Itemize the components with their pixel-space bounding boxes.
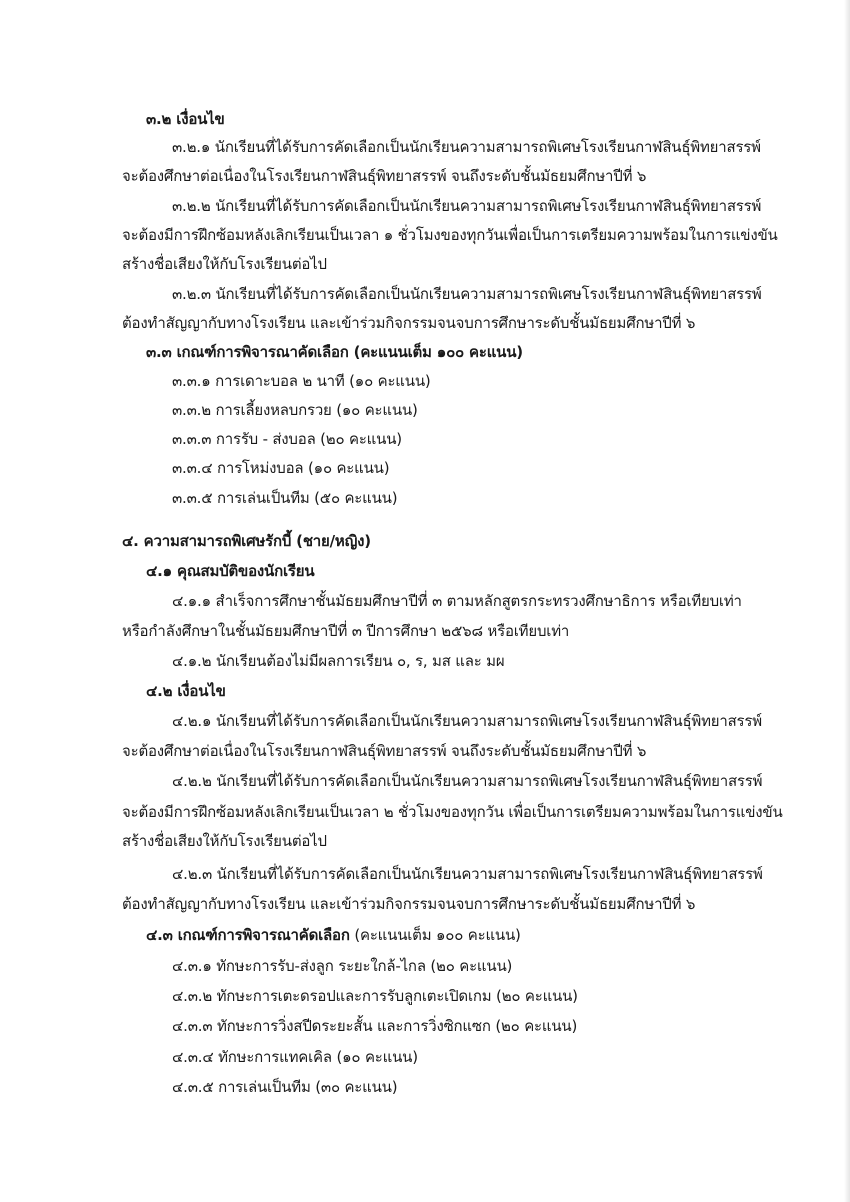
paragraph-line: จะต้องศึกษาต่อเนื่องในโรงเรียนกาฬสินธุ์พิทยาสรรพ์ จนถึงระดับชั้นมัธยมศึกษาปีที่ ๖ — [122, 167, 647, 185]
criteria-item: ๓.๓.๒ การเลี้ยงหลบกรวย (๑๐ คะแนน) — [172, 401, 418, 419]
paragraph-line: ๔.๒.๒ นักเรียนที่ได้รับการคัดเลือกเป็นนักเรียนความสามารถพิเศษโรงเรียนกาฬสินธุ์พิทยาสรรพ์ — [172, 772, 763, 790]
section-heading-4-3-rest: (คะแนนเต็ม ๑๐๐ คะแนน) — [354, 926, 521, 944]
section-heading-4-3 — [146, 925, 521, 945]
paragraph-line: ๔.๑.๑ สำเร็จการศึกษาชั้นมัธยมศึกษาปีที่ ๓ ตามหลักสูตรกระทรวงศึกษาธิการ หรือเทียบเท่า — [172, 592, 742, 610]
criteria-item: ๔.๓.๔ ทักษะการแทคเคิล (๑๐ คะแนน) — [172, 1048, 418, 1066]
paragraph-line: สร้างชื่อเสียงให้กับโรงเรียนต่อไป — [122, 255, 327, 273]
section-heading-3-3: ๓.๓ เกณฑ์การพิจารณาคัดเลือก (คะแนนเต็ม ๑๐๐ คะแนน) — [146, 343, 523, 361]
scan-edge-shadow — [844, 0, 850, 1202]
section-heading-4-1: ๔.๑ คุณสมบัติของนักเรียน — [146, 562, 315, 580]
paragraph-line: ๓.๒.๓ นักเรียนที่ได้รับการคัดเลือกเป็นนักเรียนความสามารถพิเศษโรงเรียนกาฬสินธุ์พิทยาสรรพ์ — [172, 285, 762, 303]
paragraph-line: ต้องทำสัญญากับทางโรงเรียน และเข้าร่วมกิจกรรมจนจบการศึกษาระดับชั้นมัธยมศึกษาปีที่ ๖ — [122, 895, 696, 913]
criteria-item: ๓.๓.๔ การโหม่งบอล (๑๐ คะแนน) — [172, 459, 390, 477]
section-heading-4-3-bold: ๔.๓ เกณฑ์การพิจารณาคัดเลือก — [146, 926, 350, 944]
paragraph-line: ๔.๒.๓ นักเรียนที่ได้รับการคัดเลือกเป็นนักเรียนความสามารถพิเศษโรงเรียนกาฬสินธุ์พิทยาสรรพ์ — [172, 865, 763, 883]
paragraph-line: จะต้องมีการฝึกซ้อมหลังเลิกเรียนเป็นเวลา ๑ ชั่วโมงของทุกวันเพื่อเป็นการเตรียมความพร้อมในการแข่งขัน — [122, 226, 778, 244]
criteria-item: ๔.๓.๑ ทักษะการรับ-ส่งลูก ระยะใกล้-ไกล (๒๐ คะแนน) — [172, 957, 513, 975]
criteria-item: ๔.๓.๒ ทักษะการเตะดรอปและการรับลูกเตะเปิดเกม (๒๐ คะแนน) — [172, 987, 578, 1005]
paragraph-line: ต้องทำสัญญากับทางโรงเรียน และเข้าร่วมกิจกรรมจนจบการศึกษาระดับชั้นมัธยมศึกษาปีที่ ๖ — [122, 314, 696, 332]
paragraph-line: สร้างชื่อเสียงให้กับโรงเรียนต่อไป — [122, 832, 327, 850]
paragraph-line: จะต้องศึกษาต่อเนื่องในโรงเรียนกาฬสินธุ์พิทยาสรรพ์ จนถึงระดับชั้นมัธยมศึกษาปีที่ ๖ — [122, 742, 647, 760]
paragraph-line: ๓.๒.๒ นักเรียนที่ได้รับการคัดเลือกเป็นนักเรียนความสามารถพิเศษโรงเรียนกาฬสินธุ์พิทยาสรรพ์ — [172, 197, 762, 215]
paragraph-line: หรือกำลังศึกษาในชั้นมัธยมศึกษาปีที่ ๓ ปีการศึกษา ๒๕๖๘ หรือเทียบเท่า — [122, 622, 570, 640]
criteria-item: ๔.๓.๓ ทักษะการวิ่งสปีดระยะสั้น และการวิ่งซิกแซก (๒๐ คะแนน) — [172, 1017, 578, 1035]
paragraph-line: ๔.๒.๑ นักเรียนที่ได้รับการคัดเลือกเป็นนักเรียนความสามารถพิเศษโรงเรียนกาฬสินธุ์พิทยาสรรพ์ — [172, 712, 762, 730]
criteria-item: ๔.๓.๕ การเล่นเป็นทีม (๓๐ คะแนน) — [172, 1078, 398, 1096]
criteria-item: ๓.๓.๓ การรับ - ส่งบอล (๒๐ คะแนน) — [172, 430, 402, 448]
section-heading-3-2: ๓.๒ เงื่อนไข — [146, 110, 225, 128]
section-heading-4-2: ๔.๒ เงื่อนไข — [146, 682, 226, 700]
paragraph-line: ๓.๒.๑ นักเรียนที่ได้รับการคัดเลือกเป็นนักเรียนความสามารถพิเศษโรงเรียนกาฬสินธุ์พิทยาสรรพ์ — [172, 138, 761, 156]
paragraph-line: ๔.๑.๒ นักเรียนต้องไม่มีผลการเรียน ๐, ร, มส และ มผ — [172, 652, 505, 670]
criteria-item: ๓.๓.๑ การเดาะบอล ๒ นาที (๑๐ คะแนน) — [172, 372, 431, 390]
paragraph-line: จะต้องมีการฝึกซ้อมหลังเลิกเรียนเป็นเวลา ๒ ชั่วโมงของทุกวัน เพื่อเป็นการเตรียมความพร้อมในการแข่งขัน — [122, 803, 783, 821]
section-heading-4: ๔. ความสามารถพิเศษรักบี้ (ชาย/หญิง) — [122, 532, 371, 550]
criteria-item: ๓.๓.๕ การเล่นเป็นทีม (๕๐ คะแนน) — [172, 489, 398, 507]
